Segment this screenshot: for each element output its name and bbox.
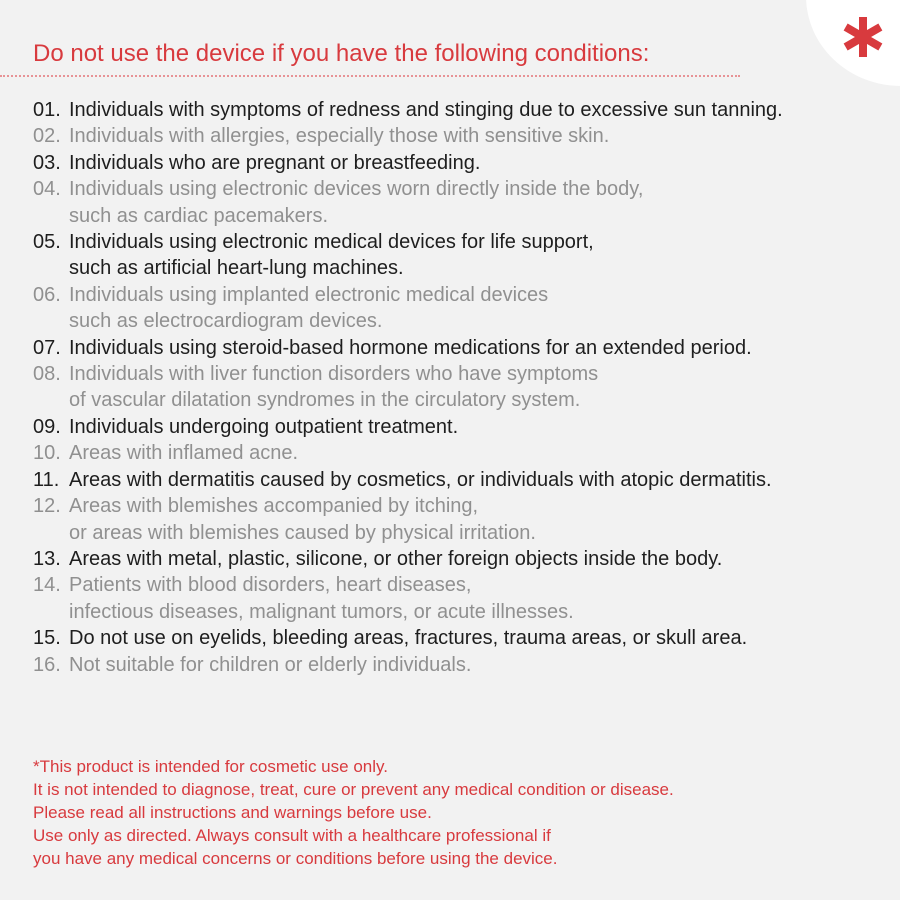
condition-item (33, 652, 783, 678)
condition-line: Individuals who are pregnant or breastfeeding. (69, 151, 481, 174)
condition-number: 04. (33, 178, 61, 201)
condition-number: 02. (33, 125, 61, 148)
condition-item (33, 414, 783, 440)
disclaimer-line: Use only as directed. Always consult with a healthcare professional if (33, 826, 551, 845)
condition-line: Areas with blemishes accompanied by itching, (69, 495, 479, 518)
condition-item (33, 361, 783, 414)
condition-line: infectious diseases, malignant tumors, or acute illnesses. (69, 600, 574, 623)
condition-text (69, 493, 536, 546)
condition-item (33, 176, 783, 229)
condition-text (69, 546, 722, 572)
condition-item (33, 97, 783, 123)
condition-line: Areas with inflamed acne. (69, 442, 299, 465)
condition-number: 16. (33, 653, 61, 676)
condition-text (69, 414, 458, 440)
condition-line: Individuals using electronic devices worn directly inside the body, (69, 178, 644, 201)
condition-item (33, 150, 783, 176)
condition-line: Areas with metal, plastic, silicone, or other foreign objects inside the body. (69, 547, 723, 570)
condition-line: such as cardiac pacemakers. (69, 204, 329, 227)
condition-text (69, 361, 598, 414)
condition-number: 03. (33, 151, 61, 174)
condition-text (69, 123, 609, 149)
condition-line: Areas with dermatitis caused by cosmetics, or individuals with atopic dermatitis. (69, 468, 772, 491)
disclaimer-line: you have any medical concerns or conditions before using the device. (33, 849, 558, 868)
condition-line: Patients with blood disorders, heart diseases, (69, 574, 472, 597)
condition-number: 06. (33, 283, 61, 306)
condition-line: Individuals with symptoms of redness and stinging due to excessive sun tanning. (69, 99, 783, 121)
condition-number: 14. (33, 574, 61, 597)
condition-number: 10. (33, 442, 61, 465)
condition-line: Individuals using electronic medical devices for life support, (69, 231, 594, 254)
asterisk-icon (840, 14, 886, 60)
disclaimer-line: *This product is intended for cosmetic use only. (33, 757, 388, 776)
condition-line: Do not use on eyelids, bleeding areas, fractures, trauma areas, or skull area. (69, 627, 748, 650)
condition-number: 15. (33, 627, 61, 650)
condition-text (69, 150, 480, 176)
condition-text (69, 176, 643, 229)
condition-text (69, 467, 772, 493)
condition-text (69, 229, 594, 282)
condition-number: 01. (33, 99, 61, 121)
condition-line: Individuals with allergies, especially those with sensitive skin. (69, 125, 610, 148)
condition-number: 13. (33, 547, 61, 570)
condition-item (33, 625, 783, 651)
condition-line: Individuals using implanted electronic medical devices (69, 283, 549, 306)
condition-number: 08. (33, 363, 61, 386)
condition-number: 09. (33, 415, 61, 438)
disclaimer-line: Please read all instructions and warnings before use. (33, 803, 432, 822)
condition-line: Individuals with liver function disorders who have symptoms (69, 363, 599, 386)
condition-number: 05. (33, 231, 61, 254)
condition-item (33, 282, 783, 335)
condition-line: Individuals undergoing outpatient treatment. (69, 415, 459, 438)
condition-item (33, 493, 783, 546)
condition-line: or areas with blemishes caused by physical irritation. (69, 521, 536, 544)
condition-line: Individuals using steroid-based hormone medications for an extended period. (69, 336, 752, 359)
condition-number: 07. (33, 336, 61, 359)
condition-number: 12. (33, 495, 61, 518)
condition-text (69, 97, 783, 123)
condition-line: such as electrocardiogram devices. (69, 310, 383, 333)
condition-item (33, 123, 783, 149)
condition-text (69, 652, 471, 678)
conditions-list (33, 97, 783, 678)
condition-line: Not suitable for children or elderly individuals. (69, 653, 472, 676)
disclaimer (33, 755, 674, 870)
condition-text (69, 282, 548, 335)
condition-text (69, 625, 747, 651)
disclaimer-line: It is not intended to diagnose, treat, cure or prevent any medical condition or disease. (33, 780, 674, 799)
condition-item (33, 335, 783, 361)
condition-text (69, 335, 752, 361)
condition-item (33, 229, 783, 282)
condition-item (33, 440, 783, 466)
condition-line: of vascular dilatation syndromes in the circulatory system. (69, 389, 581, 412)
condition-item (33, 546, 783, 572)
condition-line: such as artificial heart-lung machines. (69, 257, 404, 280)
page-title: Do not use the device if you have the following conditions: (33, 40, 650, 67)
condition-item (33, 572, 783, 625)
condition-text (69, 572, 574, 625)
condition-number: 11. (33, 468, 60, 491)
condition-item (33, 467, 783, 493)
condition-text (69, 440, 298, 466)
dotted-divider (0, 75, 740, 77)
